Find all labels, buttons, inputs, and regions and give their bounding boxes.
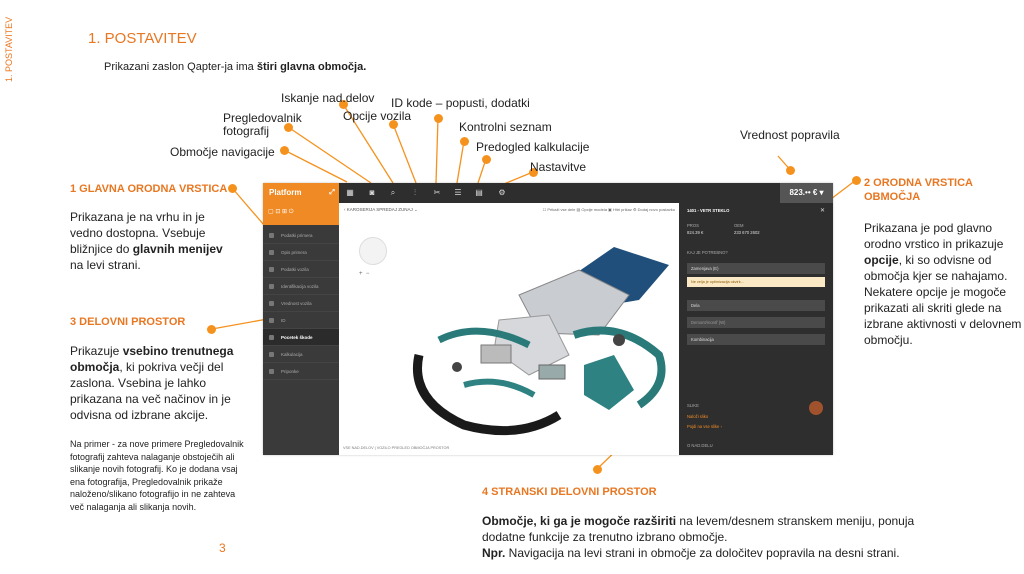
section-2-text-b: , ki so odvisne od območja kjer se nahajamo. Nekatere opcije je mogoče prikazati ali skriti glede na izbrane aktivnosti v delovnem območju. — [864, 253, 1022, 347]
side-section-label: 1. POSTAVITEV — [4, 16, 14, 82]
search-icon[interactable]: ⌕ — [390, 188, 396, 197]
label-photo-viewer-l2: fotografij — [223, 124, 270, 138]
section-3-text-b: , ki pokriva večji del zaslona. Vsebina je lahko prikazana na več načinov in je odvisna od izbrane akcije. — [70, 360, 231, 422]
expand-icon[interactable]: ⤢ — [329, 189, 335, 196]
add-photo-button[interactable] — [809, 401, 823, 415]
label-checklist: Kontrolni seznam — [459, 120, 552, 134]
dela-select[interactable]: Dela — [687, 300, 825, 311]
sidebar-item-label: ID — [281, 318, 286, 323]
demontaza-select[interactable]: Demont/montř (W) — [687, 317, 825, 328]
sidebar-item-label: Pocetek škode — [281, 335, 313, 340]
section-4-bold-b: Npr. — [482, 546, 506, 560]
label-search: Iskanje nad.delov — [281, 91, 375, 105]
intro-prefix: Prikazani zaslon Qapter-ja ima — [104, 61, 257, 73]
section-1-bold: glavnih menijev — [132, 242, 223, 256]
section-3-text-a: Prikazuje — [70, 344, 123, 358]
callout-dot-preview — [482, 155, 491, 164]
main-toolbar — [263, 183, 833, 203]
images-label: SLIKE — [687, 403, 699, 408]
sidebar-item[interactable] — [263, 227, 339, 244]
section-1-text — [70, 209, 230, 273]
options-icon[interactable]: ⫶ — [414, 188, 416, 197]
sidebar-item-label: Kalkulacija — [281, 352, 303, 357]
sidebar-item-icon — [269, 250, 274, 255]
workspace — [339, 203, 679, 455]
sidebar-item[interactable] — [263, 312, 339, 329]
callout-dot-main-toolbar — [228, 184, 237, 193]
kombinacija-select[interactable]: Kombinacija — [687, 334, 825, 345]
id-codes-icon[interactable]: ✂ — [433, 188, 441, 197]
sidebar-item[interactable] — [263, 278, 339, 295]
exploded-car-model[interactable] — [369, 225, 679, 440]
sidebar-item[interactable] — [263, 261, 339, 278]
section-2-title-l2: OBMOČJA — [864, 191, 921, 203]
section-4-title: 4 STRANSKI DELOVNI PROSTOR — [482, 486, 657, 498]
settings-icon[interactable]: ⚙ — [498, 188, 506, 197]
zoom-controls[interactable]: + − — [359, 271, 370, 277]
intro-bold: štiri glavna območja. — [256, 61, 367, 73]
sidebar-header-icons[interactable]: ▢ ⊡ ⊞ ⏻ — [268, 209, 294, 215]
sidebar-item-icon — [269, 352, 274, 357]
label-repair-value: Vrednost popravila — [740, 128, 840, 142]
section-4-text-b: Navigacija na levi strani in območje za določitev popravila na desni strani. — [505, 546, 900, 560]
callout-dot-side-workspace — [593, 465, 602, 474]
app-screenshot — [263, 183, 833, 455]
section-1-text-a: Prikazana je na vrhu in je vedno dostopna. Vsebuje bližnjice do — [70, 210, 206, 256]
sidebar-item-label: Identifikacija vozila — [281, 284, 319, 289]
sidebar-item-label: Opis primera — [281, 250, 307, 255]
section-3-title: 3 DELOVNI PROSTOR — [70, 316, 186, 328]
label-vehicle-options: Opcije vozila — [343, 109, 412, 123]
sidebar-item-icon — [269, 284, 274, 289]
sidebar-item[interactable] — [263, 295, 339, 312]
section-2-text — [864, 220, 1022, 348]
camera-icon[interactable]: ◙ — [369, 188, 375, 197]
area-toolbar[interactable]: ☐ Prikaži vse dele ▤ Opcije modela ▣ Hitri prikaz ⚙ Dodaj novo postavko — [542, 207, 675, 212]
section-4-text — [482, 513, 922, 561]
sidebar-item-icon — [269, 318, 274, 323]
all-images-link[interactable]: Pojdi na vse slike › — [687, 424, 722, 429]
sidebar-item[interactable] — [263, 244, 339, 261]
callout-dot-id-codes — [434, 114, 443, 123]
sidebar-item[interactable] — [263, 329, 339, 346]
sidebar-item-icon — [269, 301, 274, 306]
section-3-bold: vsebino trenutnega območja — [70, 344, 234, 374]
price-label: PROS — [687, 223, 699, 228]
section-2-title-l1: 2 ORODNA VRSTICA — [864, 177, 973, 189]
label-settings: Nastavitve — [530, 160, 587, 174]
section-2-title — [864, 176, 973, 204]
brand-platform[interactable] — [263, 183, 339, 203]
callout-dot-value — [786, 166, 795, 175]
section-4-text-a: na levem/desnem stranskem meniju, ponuja dodatne funkcije za trenutno izbrano območje. — [482, 514, 915, 544]
brand-label: Platform — [269, 188, 302, 197]
question-label: KAJ JE POTREBNO? — [687, 250, 728, 255]
section-1-title: 1 GLAVNA ORODNA VRSTICA — [70, 183, 228, 195]
sidebar-item-icon — [269, 267, 274, 272]
page-number: 3 — [219, 541, 226, 555]
oem-value: 233 670 2602 — [734, 230, 760, 235]
side-panel-header: 1401 - VETR STEKLO — [687, 208, 730, 213]
sidebar-item-label: Podatki vozila — [281, 267, 309, 272]
callout-dot-area-toolbar — [852, 176, 861, 185]
sidebar-item-icon — [269, 233, 274, 238]
warning-banner: Ne velja je optimizacija okvirk... — [687, 277, 825, 287]
section-2-bold: opcije — [864, 253, 899, 267]
sidebar-item-icon — [269, 369, 274, 374]
navigation-sidebar — [263, 203, 339, 455]
label-photo-viewer-l1: Pregledovalnik — [223, 111, 302, 125]
label-id-codes: ID kode – popusti, dodatki — [391, 96, 530, 110]
repair-value-button[interactable]: 823.•• € ▾ — [780, 183, 833, 203]
close-icon[interactable]: ✕ — [819, 208, 825, 214]
checklist-icon[interactable]: ☰ — [454, 188, 462, 197]
breadcrumb[interactable]: ‹ KAROSERIJA SPREDAJ ZUNAJ ⌄ — [344, 207, 418, 212]
sidebar-item-label: Podatki primera — [281, 233, 313, 238]
side-panel — [679, 203, 833, 455]
section-3-note: Na primer - za nove primere Pregledovalnik fotografij zahteva nalaganje obstoječih ali slikanje novih fotografij. Ko je dodana vsaj ena fotografija, Pregledovalnik prikaže naloženo/slikano fotografijo in ne zahteva več nalaganja ali slikanja novih. — [70, 439, 244, 512]
sidebar-item-label: Vrednost vozila — [281, 301, 312, 306]
sidebar-item[interactable] — [263, 346, 339, 363]
bottom-tabs[interactable]: VSE NAD.DELOV | VOZILO PREGLED OBMOČJA PROSTOR — [343, 446, 450, 450]
sidebar-item-label: Priponke — [281, 369, 299, 374]
part-info-label: O NAD.DELU — [687, 443, 713, 448]
section-3-text — [70, 343, 234, 423]
sidebar-item-icon — [269, 335, 274, 340]
label-navigation: Območje navigacije — [170, 145, 275, 159]
page-title: 1. POSTAVITEV — [88, 30, 197, 47]
navigation-icon[interactable]: ▦ — [346, 188, 354, 197]
sidebar-item[interactable] — [263, 363, 339, 380]
preview-icon[interactable]: ▤ — [475, 188, 483, 197]
sidebar-header — [263, 203, 339, 225]
section-1-text-b: na levi strani. — [70, 258, 141, 272]
label-preview: Predogled kalkulacije — [476, 140, 590, 154]
label-photo-viewer — [223, 112, 302, 138]
upload-image-link[interactable]: Naloži sliko — [687, 414, 709, 419]
callout-dot-checklist — [460, 137, 469, 146]
section-2-text-a: Prikazana je pod glavno orodno vrstico in prikazuje — [864, 221, 1004, 251]
oem-label: OEM — [734, 223, 744, 228]
callout-dot-workspace — [207, 325, 216, 334]
callout-dot-navigation — [280, 146, 289, 155]
price-value: 824.39 € — [687, 230, 704, 235]
replace-field[interactable]: Zamenjava (E) — [687, 263, 825, 274]
section-4-bold-a: Območje, ki ga je mogoče razširiti — [482, 514, 677, 528]
